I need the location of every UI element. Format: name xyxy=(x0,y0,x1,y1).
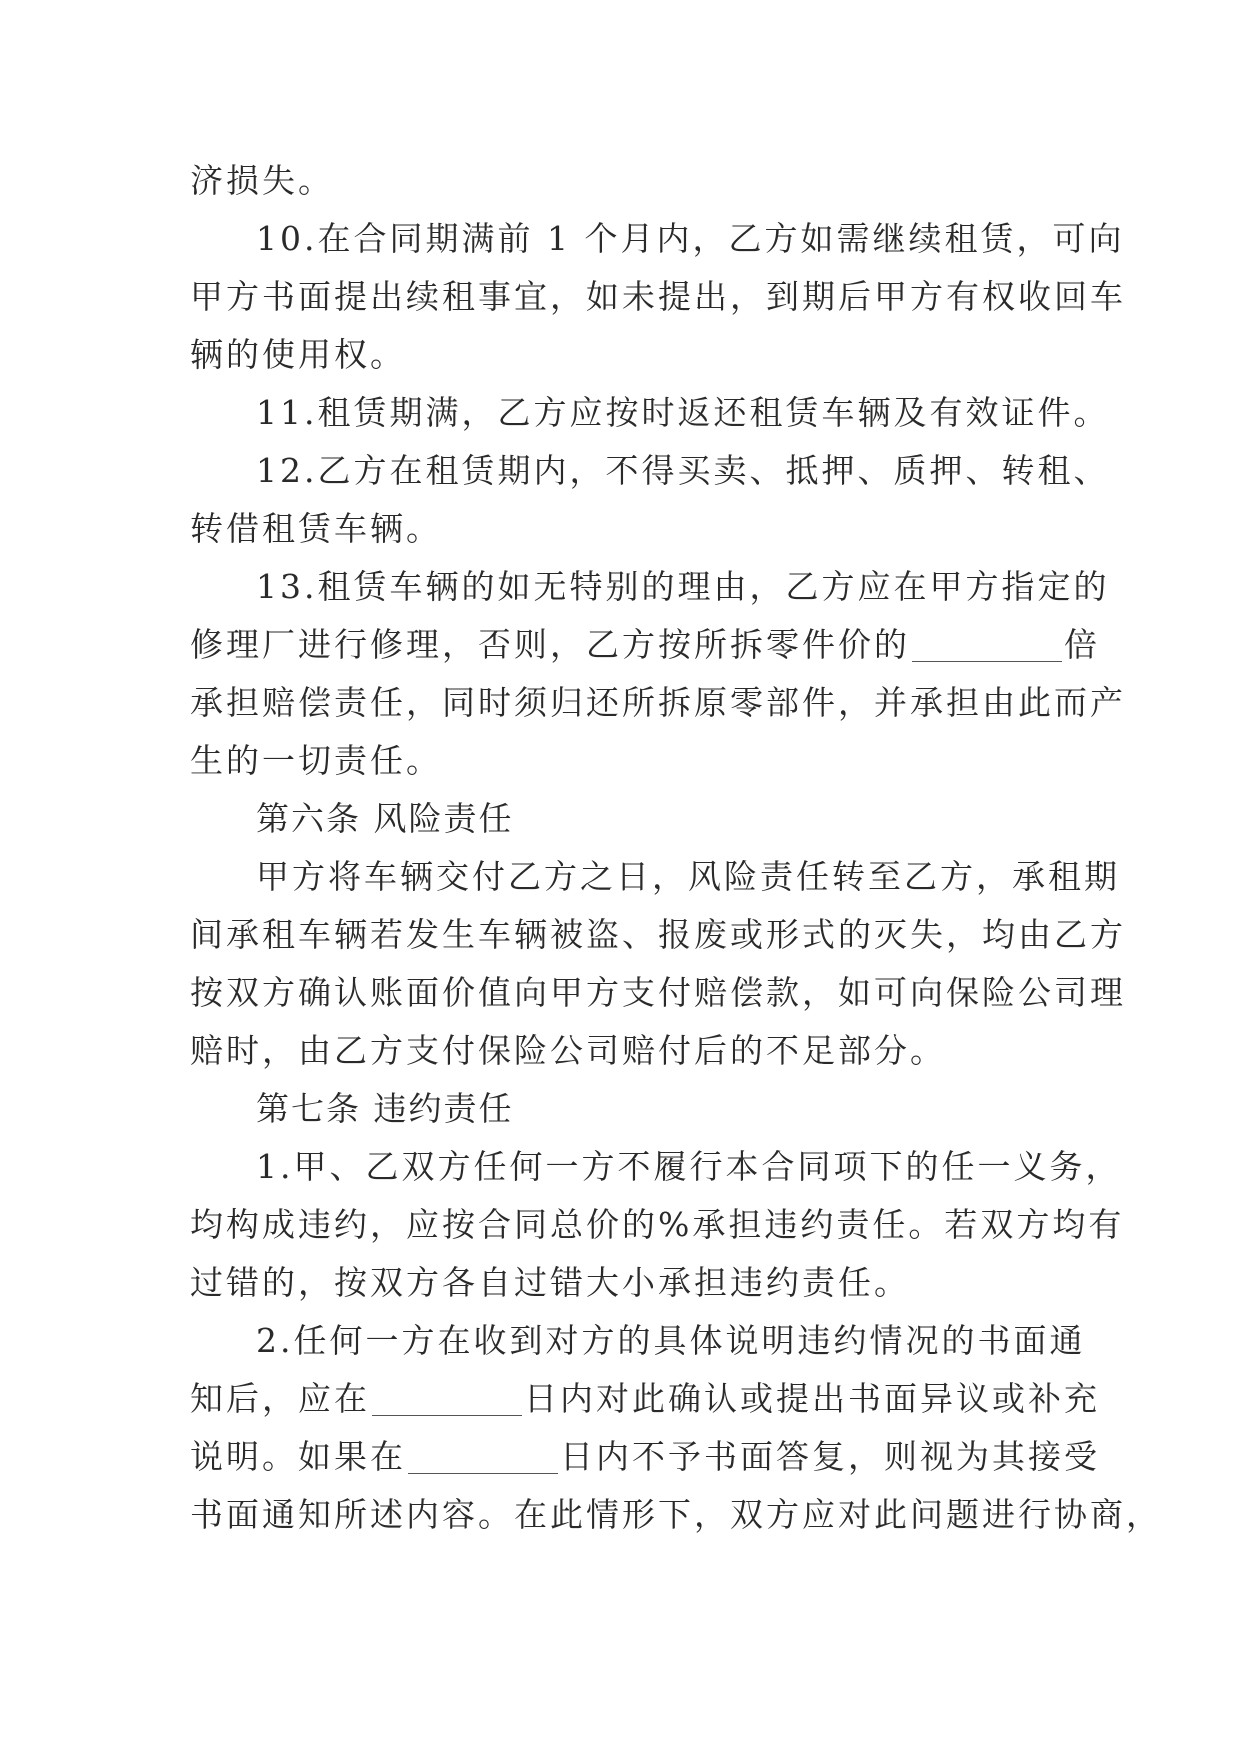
text-line: 济损失。 xyxy=(190,161,334,200)
text-line: 13.租赁车辆的如无特别的理由，乙方应在甲方指定的 xyxy=(256,567,1110,606)
text-line xyxy=(190,616,1100,674)
clause-10 xyxy=(190,210,1126,384)
fill-in-blank[interactable] xyxy=(408,1439,558,1474)
text-line: 均构成违约，应按合同总价的%承担违约责任。若双方均有 xyxy=(190,1205,1125,1244)
article-7-clause-1 xyxy=(190,1138,1125,1312)
clause-11 xyxy=(190,384,1110,442)
text-line: 辆的使用权。 xyxy=(190,335,406,374)
text-fragment: 修理厂进行修理，否则，乙方按所拆零件价的 xyxy=(190,625,910,664)
heading-text: 第六条 风险责任 xyxy=(256,799,514,838)
heading-text: 第七条 违约责任 xyxy=(256,1089,514,1128)
text-fragment: 日内不予书面答复，则视为其接受 xyxy=(560,1437,1100,1476)
text-line: 12.乙方在租赁期内，不得买卖、抵押、质押、转租、 xyxy=(256,451,1110,490)
text-line: 2.任何一方在收到对方的具体说明违约情况的书面通 xyxy=(256,1321,1086,1360)
text-line: 书面通知所述内容。在此情形下，双方应对此问题进行协商， xyxy=(190,1495,1162,1534)
text-line: 11.租赁期满，乙方应按时返还租赁车辆及有效证件。 xyxy=(256,393,1110,432)
text-fragment: 说明。如果在 xyxy=(190,1437,406,1476)
text-line: 甲方书面提出续租事宜，如未提出，到期后甲方有权收回车 xyxy=(190,277,1126,316)
text-fragment: 日内对此确认或提出书面异议或补充 xyxy=(524,1379,1100,1418)
paragraph-continuation xyxy=(190,152,1052,210)
text-fragment: 知后，应在 xyxy=(190,1379,370,1418)
text-line: 过错的，按双方各自过错大小承担违约责任。 xyxy=(190,1263,910,1302)
text-line: 赔时，由乙方支付保险公司赔付后的不足部分。 xyxy=(190,1031,946,1070)
clause-13 xyxy=(190,558,1126,790)
section-heading-article-6 xyxy=(190,790,1052,848)
text-line: 10.在合同期满前 1 个月内，乙方如需继续租赁，可向 xyxy=(256,219,1125,258)
text-fragment: 倍 xyxy=(1064,625,1100,664)
text-line: 生的一切责任。 xyxy=(190,741,442,780)
text-line: 甲方将车辆交付乙方之日，风险责任转至乙方，承租期 xyxy=(256,857,1120,896)
text-line: 转借租赁车辆。 xyxy=(190,509,442,548)
text-line: 承担赔偿责任，同时须归还所拆原零部件，并承担由此而产 xyxy=(190,683,1126,722)
article-6-paragraph xyxy=(190,848,1126,1080)
clause-12 xyxy=(190,442,1110,558)
text-line: 1.甲、乙双方任何一方不履行本合同项下的任一义务， xyxy=(256,1147,1122,1186)
document-body xyxy=(190,152,1162,1544)
text-line: 间承租车辆若发生车辆被盗、报废或形式的灭失，均由乙方 xyxy=(190,915,1126,954)
fill-in-blank[interactable] xyxy=(372,1381,522,1416)
section-heading-article-7 xyxy=(190,1080,1052,1138)
text-line: 按双方确认账面价值向甲方支付赔偿款，如可向保险公司理 xyxy=(190,973,1126,1012)
text-line xyxy=(190,1428,1100,1486)
fill-in-blank[interactable] xyxy=(912,627,1062,662)
text-line xyxy=(190,1370,1100,1428)
article-7-clause-2 xyxy=(190,1312,1162,1544)
